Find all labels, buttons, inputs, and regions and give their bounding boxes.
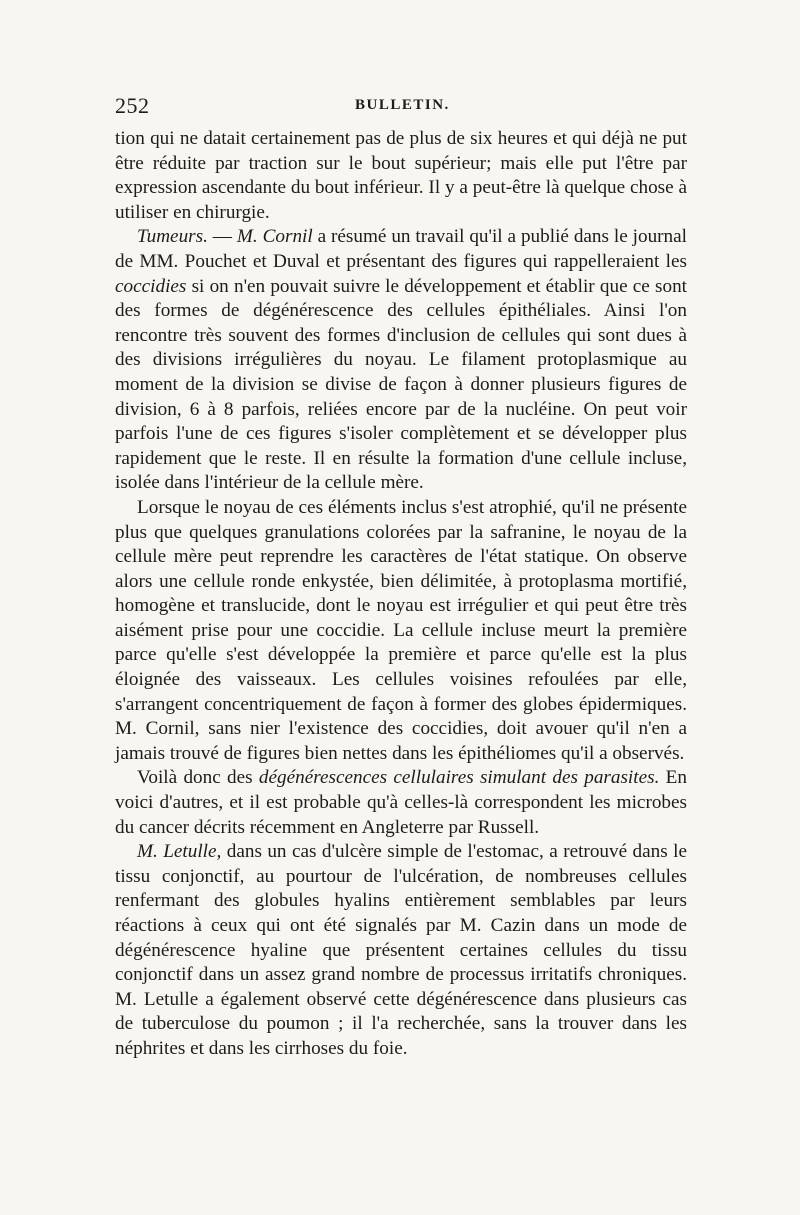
paragraph: Voilà donc des dégénérescences cellulaires simulant des parasites. En voici d'autres, et il est probable qu'à celles-là correspondent les microbes du cancer décrits récemment en Angleterre par Russell. xyxy=(115,767,687,838)
author-name: M. Letulle, xyxy=(137,841,222,863)
page-number: 252 xyxy=(115,93,150,118)
paragraph: Lorsque le noyau de ces éléments inclus s'est atrophié, qu'il ne présente plus que quelques granulations colorées par la safranine, le noyau de la cellule mère peut reprendre les caractères de l'état statique. On observe alors une cellule ronde enkystée, bien délimitée, à protoplasma mortifié, homogène et translucide, dont le noyau est irrégulier et qui peut être très aisément prise pour une coccidie. La cellule incluse meurt la première parce qu'elle s'est développée la première et parce qu'elle est la plus éloignée des vaisseaux. Les cellules voisines refoulées par elle, s'arrangent concentriquement de façon à former des globes épidermiques. M. Cornil, sans nier l'existence des coccidies, doit avouer qu'il n'en a jamais trouvé de figures bien nettes dans les épithéliomes qu'il a observés. xyxy=(115,496,687,764)
page-header xyxy=(115,93,687,123)
paragraph: tion qui ne datait certainement pas de plus de six heures et qui déjà ne put être réduite par traction sur le bout supérieur; mais elle put l'être par expression ascendante du bout inférieur. Il y a peut-être là quelque chose à utiliser en chirurgie. xyxy=(115,128,687,223)
italic-term: coccidies xyxy=(115,275,187,297)
author-name: M. Cornil xyxy=(236,226,313,248)
italic-term: dégénérescences cellulaires simulant des parasites. xyxy=(258,767,660,789)
body-text xyxy=(115,127,687,1062)
running-head: BULLETIN. xyxy=(355,97,450,113)
section-title: Tumeurs. xyxy=(137,226,208,248)
paragraph: M. Letulle, dans un cas d'ulcère simple de l'estomac, a retrouvé dans le tissu conjonctif, au pourtour de l'ulcération, de nombreuses cellules renfermant des globules hyalins entièrement semblables par leurs réactions à ceux qui ont été signalés par M. Cazin dans un mode de dégénérescence hyaline que présentent certaines cellules du tissu conjonctif dans un assez grand nombre de processus irritatifs chroniques. M. Letulle a également observé cette dégénérescence dans plusieurs cas de tuberculose du poumon ; il l'a recherchée, sans la trouver dans les néphrites et dans les cirrhoses du foie. xyxy=(115,841,687,1059)
paragraph: Tumeurs. — M. Cornil a résumé un travail qu'il a publié dans le journal de MM. Pouchet et Duval et présentant des figures qui rappelleraient les coccidies si on n'en pouvait suivre le développement et établir que ce sont des formes de dégénérescence des cellules épithéliales. Ainsi l'on rencontre très souvent des formes d'inclusion de cellules qui sont dues à des divisions irrégulières du noyau. Le filament protoplasmique au moment de la division se divise de façon à donner plusieurs figures de division, 6 à 8 parfois, reliées encore par de la nucléine. On peut voir parfois l'une de ces figures s'isoler complètement et se développer plus rapidement que le reste. Il en résulte la formation d'une cellule incluse, isolée dans l'intérieur de la cellule mère. xyxy=(115,226,687,494)
